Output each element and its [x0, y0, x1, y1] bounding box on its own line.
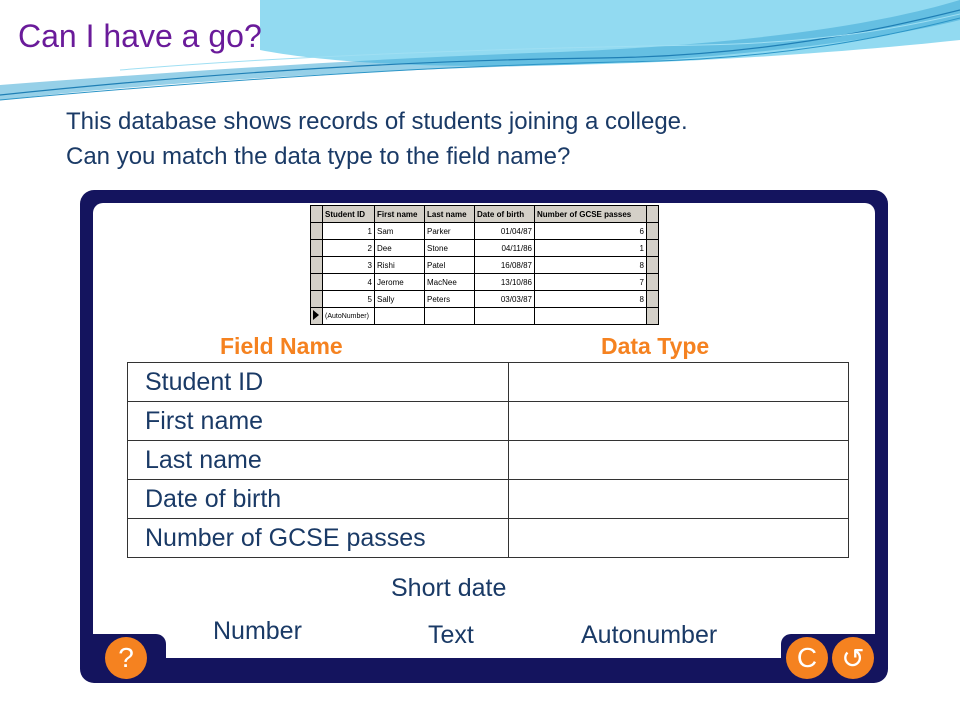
cell [475, 308, 535, 325]
cell: Stone [425, 240, 475, 257]
header-waves [0, 0, 960, 110]
cell: 1 [323, 223, 375, 240]
matching-table [127, 362, 849, 558]
option-autonumber[interactable]: Autonumber [581, 621, 718, 649]
header-corner [311, 206, 323, 223]
cell: 16/08/87 [475, 257, 535, 274]
field-name-cell: Number of GCSE passes [128, 519, 509, 558]
cell: 6 [535, 223, 647, 240]
cell: 13/10/86 [475, 274, 535, 291]
cell: 2 [323, 240, 375, 257]
match-row [128, 519, 849, 558]
cell: Sam [375, 223, 425, 240]
database-table [310, 205, 659, 325]
column-header: First name [375, 206, 425, 223]
cell: 1 [535, 240, 647, 257]
field-name-header: Field Name [220, 333, 343, 359]
field-name-cell: Student ID [128, 363, 509, 402]
intro-line-1: This database shows records of students joining a college. [66, 108, 688, 135]
field-name-cell: First name [128, 402, 509, 441]
data-type-header: Data Type [601, 333, 710, 359]
cell: Rishi [375, 257, 425, 274]
column-header: Student ID [323, 206, 375, 223]
row-end [647, 240, 659, 257]
cell [535, 308, 647, 325]
drop-target[interactable] [509, 402, 849, 441]
row-end [647, 274, 659, 291]
cell: 3 [323, 257, 375, 274]
cell: 04/11/86 [475, 240, 535, 257]
match-row [128, 402, 849, 441]
cell: 8 [535, 257, 647, 274]
help-button[interactable] [105, 637, 147, 679]
cell: Dee [375, 240, 425, 257]
cell: 8 [535, 291, 647, 308]
cell [425, 308, 475, 325]
cell: 01/04/87 [475, 223, 535, 240]
table-row [311, 240, 659, 257]
row-selector [311, 223, 323, 240]
column-header: Number of GCSE passes [535, 206, 647, 223]
row-end [647, 308, 659, 325]
row-end [647, 291, 659, 308]
drop-target[interactable] [509, 363, 849, 402]
undo-button[interactable] [832, 637, 874, 679]
cell: (AutoNumber) [323, 308, 375, 325]
row-end [647, 257, 659, 274]
intro-text [66, 104, 688, 174]
row-selector [311, 291, 323, 308]
undo-icon: ↺ [841, 642, 865, 674]
drop-target[interactable] [509, 480, 849, 519]
row-selector [311, 240, 323, 257]
clear-button[interactable] [786, 637, 828, 679]
row-selector [311, 257, 323, 274]
cell: Parker [425, 223, 475, 240]
option-short-date[interactable]: Short date [391, 574, 507, 602]
clear-icon: C [796, 642, 818, 673]
cell: Jerome [375, 274, 425, 291]
row-selector [311, 274, 323, 291]
cell: 7 [535, 274, 647, 291]
cell [375, 308, 425, 325]
new-record-arrow-icon [311, 308, 323, 325]
cell: 5 [323, 291, 375, 308]
column-header: Last name [425, 206, 475, 223]
header-end [647, 206, 659, 223]
match-row [128, 480, 849, 519]
cell: 03/03/87 [475, 291, 535, 308]
table-row [311, 257, 659, 274]
table-row [311, 223, 659, 240]
cell: Sally [375, 291, 425, 308]
intro-line-2: Can you match the data type to the field name? [66, 143, 571, 170]
column-header: Date of birth [475, 206, 535, 223]
table-row [311, 291, 659, 308]
drop-target[interactable] [509, 519, 849, 558]
row-end [647, 223, 659, 240]
database-header-row [311, 206, 659, 223]
cell: Patel [425, 257, 475, 274]
table-row [311, 274, 659, 291]
drop-target[interactable] [509, 441, 849, 480]
option-text[interactable]: Text [428, 621, 474, 649]
slide-title: Can I have a go? [18, 18, 262, 54]
new-record-row [311, 308, 659, 325]
option-number[interactable]: Number [213, 617, 302, 645]
field-name-cell: Last name [128, 441, 509, 480]
field-name-cell: Date of birth [128, 480, 509, 519]
match-row [128, 363, 849, 402]
cell: MacNee [425, 274, 475, 291]
help-icon: ? [118, 642, 134, 673]
match-row [128, 441, 849, 480]
cell: 4 [323, 274, 375, 291]
cell: Peters [425, 291, 475, 308]
